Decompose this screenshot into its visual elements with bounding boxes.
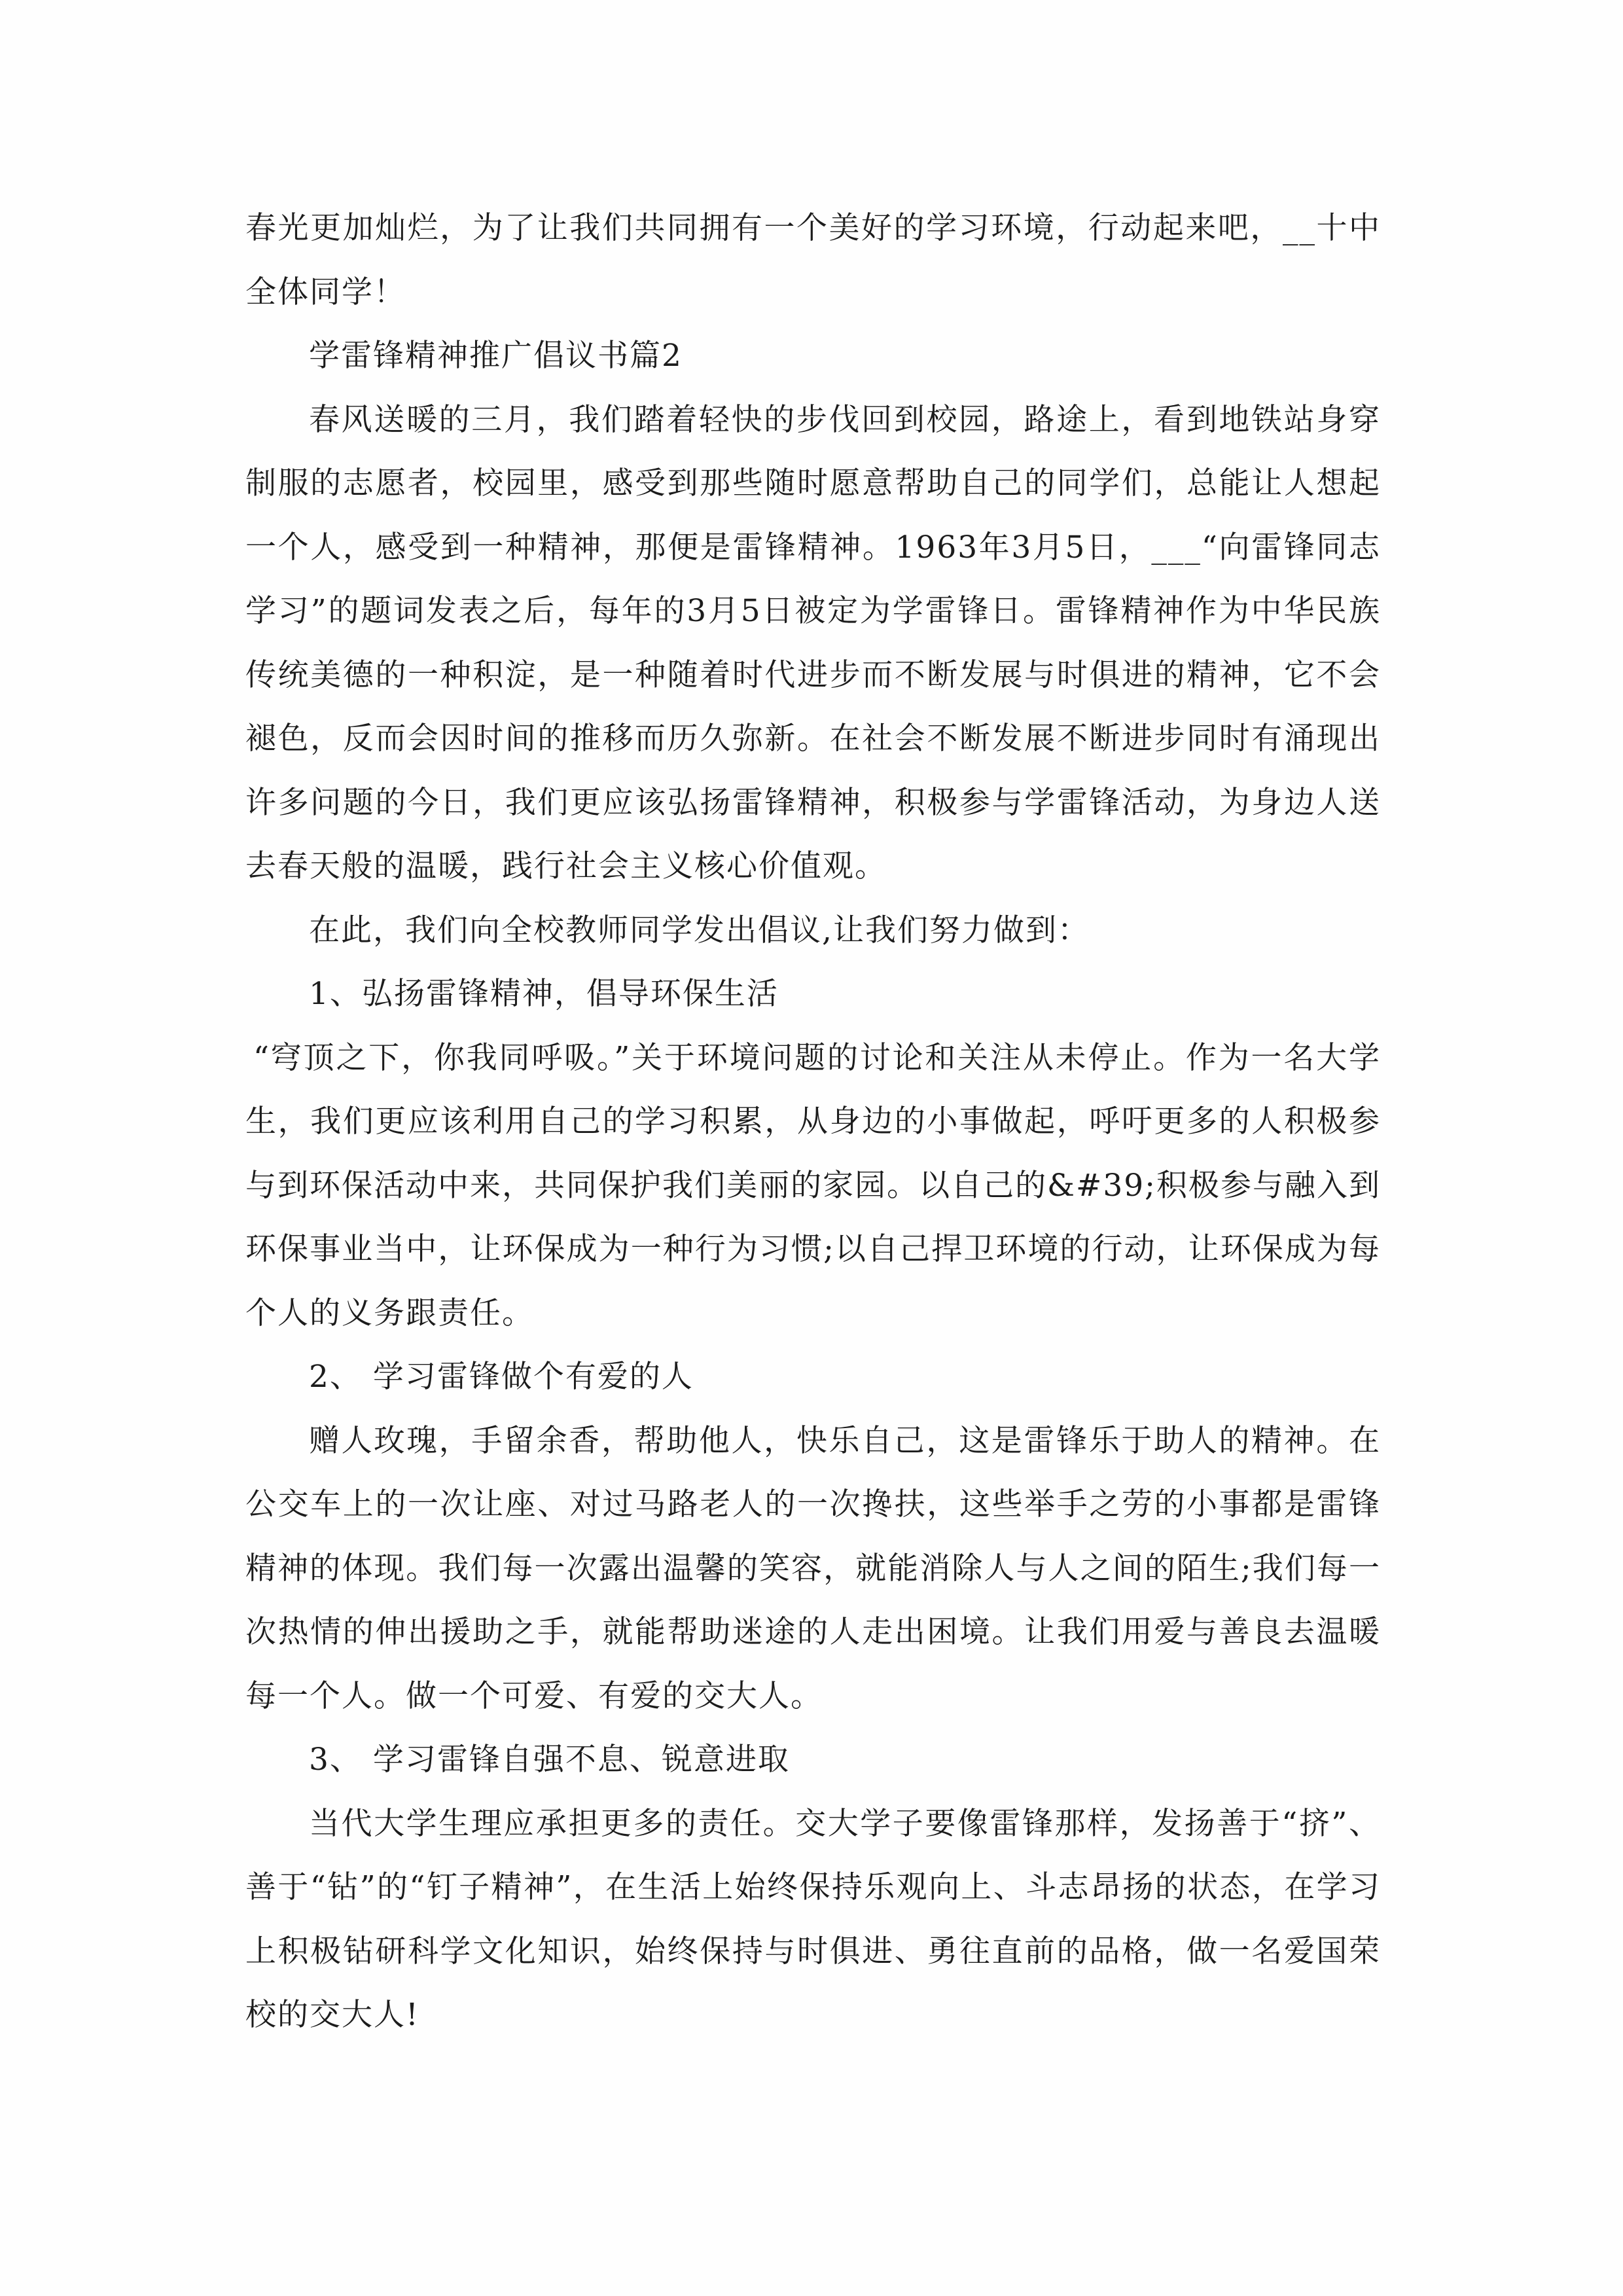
intro-paragraph: 春风送暖的三月，我们踏着轻快的步伐回到校园，路途上，看到地铁站身穿制服的志愿者，校园里，感受到那些随时愿意帮助自己的同学们，总能让人想起一个人，感受到一种精神，那便是雷锋精神。1963年3月5日，___“向雷锋同志学习”的题词发表之后，每年的3月5日被定为学雷锋日。雷锋精神作为中华民族传统美德的一种积淀，是一种随着时代进步而不断发展与时俱进的精神，它不会褪色，反而会因时间的推移而历久弥新。在社会不断发展不断进步同时有涌现出许多问题的今日，我们更应该弘扬雷锋精神，积极参与学雷锋活动，为身边人送去春天般的温暖，践行社会主义核心价值观。 [245, 401, 1381, 884]
section-title: 学雷锋精神推广倡议书篇2 [309, 338, 683, 374]
item-heading-2: 2、 学习雷锋做个有爱的人 [309, 1359, 694, 1395]
proposal-lead: 在此，我们向全校教师同学发出倡议,让我们努力做到： [309, 912, 1090, 948]
closing-paragraph: 春光更加灿烂，为了让我们共同拥有一个美好的学习环境，行动起来吧，__十中全体同学！ [245, 210, 1381, 310]
item-paragraph-2: 赠人玫瑰，手留余香，帮助他人，快乐自己，这是雷锋乐于助人的精神。在公交车上的一次让座、对过马路老人的一次搀扶，这些举手之劳的小事都是雷锋精神的体现。我们每一次露出温馨的笑容，就能消除人与人之间的陌生;我们每一次热情的伸出援助之手，就能帮助迷途的人走出困境。让我们用爱与善良去温暖每一个人。做一个可爱、有爱的交大人。 [245, 1422, 1381, 1714]
item-heading-1: 1、弘扬雷锋精神，倡导环保生活 [309, 976, 779, 1012]
item-heading-3: 3、 学习雷锋自强不息、锐意进取 [309, 1742, 790, 1778]
item-paragraph-1: “穹顶之下，你我同呼吸。”关于环境问题的讨论和关注从未停止。作为一名大学生，我们更应该利用自己的学习积累，从身边的小事做起，呼吁更多的人积极参与到环保活动中来，共同保护我们美丽的家园。以自己的&#39;积极参与融入到环保事业当中，让环保成为一种行为习惯;以自己捍卫环境的行动，让环保成为每个人的义务跟责任。 [245, 1039, 1381, 1331]
document-body [245, 196, 1381, 2047]
item-paragraph-3: 当代大学生理应承担更多的责任。交大学子要像雷锋那样，发扬善于“挤”、善于“钻”的“钉子精神”，在生活上始终保持乐观向上、斗志昂扬的状态，在学习上积极钻研科学文化知识，始终保持与时俱进、勇往直前的品格，做一名爱国荣校的交大人! [245, 1805, 1381, 2033]
